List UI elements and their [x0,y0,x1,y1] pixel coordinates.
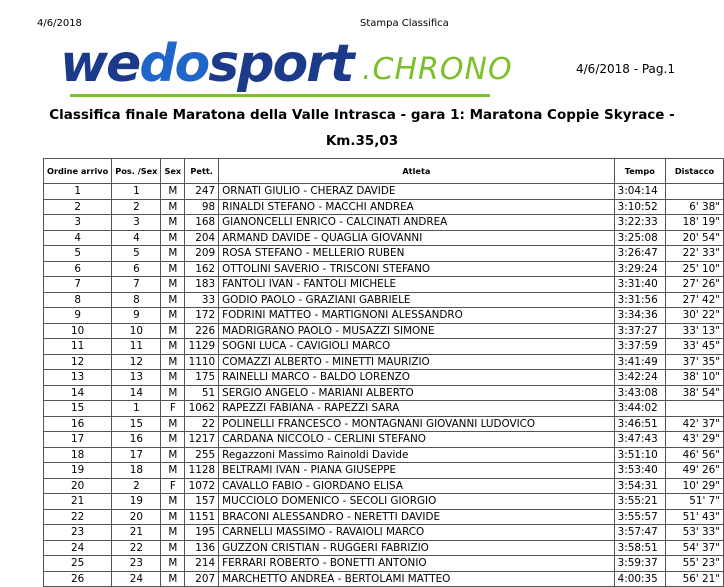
col-header-sex: Sex [161,159,185,184]
table-row [44,385,724,401]
cell-pett: 157 [185,494,219,510]
cell-tempo: 3:26:47 [614,246,665,262]
cell-tempo: 3:31:40 [614,277,665,293]
cell-sex: M [161,370,185,386]
cell-atleta: CAVALLO FABIO - GIORDANO ELISA [219,478,615,494]
cell-distacco: 33' 13" [665,323,723,339]
cell-ordine: 4 [44,230,112,246]
cell-pett: 247 [185,184,219,200]
cell-tempo: 3:57:47 [614,525,665,541]
cell-pos: 23 [112,556,161,572]
cell-atleta: ORNATI GIULIO - CHERAZ DAVIDE [219,184,615,200]
cell-distacco: 38' 10" [665,370,723,386]
cell-distacco [665,184,723,200]
cell-pos: 3 [112,215,161,231]
cell-atleta: CARNELLI MASSIMO - RAVAIOLI MARCO [219,525,615,541]
cell-pos: 6 [112,261,161,277]
table-row [44,509,724,525]
cell-atleta: FODRINI MATTEO - MARTIGNONI ALESSANDRO [219,308,615,324]
cell-ordine: 11 [44,339,112,355]
cell-ordine: 1 [44,184,112,200]
cell-sex: M [161,463,185,479]
cell-sex: M [161,494,185,510]
cell-ordine: 14 [44,385,112,401]
cell-distacco: 22' 33" [665,246,723,262]
cell-sex: M [161,308,185,324]
cell-pett: 183 [185,277,219,293]
cell-distacco: 54' 37" [665,540,723,556]
cell-atleta: GODIO PAOLO - GRAZIANI GABRIELE [219,292,615,308]
cell-distacco: 37' 35" [665,354,723,370]
cell-pos: 20 [112,509,161,525]
table-row [44,525,724,541]
cell-pett: 207 [185,571,219,587]
table-row [44,401,724,417]
cell-pos: 21 [112,525,161,541]
cell-pos: 15 [112,416,161,432]
cell-atleta: RAPEZZI FABIANA - RAPEZZI SARA [219,401,615,417]
cell-pett: 209 [185,246,219,262]
cell-sex: M [161,261,185,277]
table-row [44,323,724,339]
cell-sex: F [161,401,185,417]
cell-atleta: ROSA STEFANO - MELLERIO RUBEN [219,246,615,262]
cell-ordine: 8 [44,292,112,308]
table-row [44,215,724,231]
date-page-number: 4/6/2018 - Pag.1 [576,62,675,76]
table-row [44,199,724,215]
cell-pos: 12 [112,354,161,370]
col-header-atleta: Atleta [219,159,615,184]
cell-distacco: 53' 33" [665,525,723,541]
cell-pos: 7 [112,277,161,293]
cell-pett: 1110 [185,354,219,370]
cell-ordine: 22 [44,509,112,525]
results-table [43,158,724,587]
cell-pos: 11 [112,339,161,355]
cell-pett: 226 [185,323,219,339]
col-header-pett: Pett. [185,159,219,184]
cell-pos: 8 [112,292,161,308]
cell-sex: M [161,215,185,231]
table-row [44,463,724,479]
cell-distacco: 27' 42" [665,292,723,308]
cell-tempo: 3:54:31 [614,478,665,494]
cell-pos: 16 [112,432,161,448]
table-row [44,261,724,277]
cell-pett: 1129 [185,339,219,355]
cell-atleta: ARMAND DAVIDE - QUAGLIA GIOVANNI [219,230,615,246]
cell-sex: M [161,556,185,572]
cell-pett: 175 [185,370,219,386]
cell-tempo: 3:58:51 [614,540,665,556]
cell-pos: 9 [112,308,161,324]
cell-atleta: FANTOLI IVAN - FANTOLI MICHELE [219,277,615,293]
cell-pos: 14 [112,385,161,401]
cell-tempo: 3:37:59 [614,339,665,355]
cell-tempo: 3:29:24 [614,261,665,277]
cell-ordine: 2 [44,199,112,215]
cell-pos: 17 [112,447,161,463]
table-row [44,354,724,370]
cell-distacco: 6' 38" [665,199,723,215]
cell-sex: M [161,432,185,448]
report-subtitle: Km.35,03 [325,133,399,149]
cell-ordine: 7 [44,277,112,293]
cell-ordine: 26 [44,571,112,587]
cell-pett: 136 [185,540,219,556]
cell-distacco: 46' 56" [665,447,723,463]
cell-sex: M [161,509,185,525]
table-row [44,230,724,246]
cell-sex: M [161,525,185,541]
cell-atleta: OTTOLINI SAVERIO - TRISCONI STEFANO [219,261,615,277]
cell-pos: 1 [112,401,161,417]
cell-tempo: 3:55:21 [614,494,665,510]
cell-pett: 195 [185,525,219,541]
cell-distacco: 38' 54" [665,385,723,401]
cell-ordine: 21 [44,494,112,510]
table-header-row [44,159,724,184]
cell-ordine: 10 [44,323,112,339]
cell-pett: 51 [185,385,219,401]
cell-distacco: 10' 29" [665,478,723,494]
cell-atleta: Regazzoni Massimo Rainoldi Davide [219,447,615,463]
col-header-pos: Pos. /Sex [112,159,161,184]
cell-ordine: 24 [44,540,112,556]
cell-tempo: 3:51:10 [614,447,665,463]
table-row [44,478,724,494]
cell-sex: F [161,478,185,494]
cell-sex: M [161,230,185,246]
table-row [44,432,724,448]
cell-atleta: GUZZON CRISTIAN - RUGGERI FABRIZIO [219,540,615,556]
cell-sex: M [161,199,185,215]
cell-sex: M [161,385,185,401]
cell-tempo: 3:53:40 [614,463,665,479]
table-row [44,292,724,308]
cell-ordine: 16 [44,416,112,432]
cell-atleta: CARDANA NICCOLO - CERLINI STEFANO [219,432,615,448]
cell-ordine: 6 [44,261,112,277]
cell-tempo: 3:47:43 [614,432,665,448]
cell-distacco: 49' 26" [665,463,723,479]
cell-sex: M [161,339,185,355]
cell-tempo: 3:10:52 [614,199,665,215]
cell-pos: 4 [112,230,161,246]
cell-atleta: GIANONCELLI ENRICO - CALCINATI ANDREA [219,215,615,231]
cell-tempo: 3:43:08 [614,385,665,401]
table-row [44,494,724,510]
cell-pos: 10 [112,323,161,339]
report-title: Classifica finale Maratona della Valle Intrasca - gara 1: Maratona Coppie Skyrace - [49,107,675,123]
cell-pos: 18 [112,463,161,479]
cell-atleta: MUCCIOLO DOMENICO - SECOLI GIORGIO [219,494,615,510]
cell-pett: 168 [185,215,219,231]
cell-tempo: 3:34:36 [614,308,665,324]
cell-distacco: 43' 29" [665,432,723,448]
cell-distacco: 51' 43" [665,509,723,525]
cell-ordine: 12 [44,354,112,370]
table-row [44,416,724,432]
cell-pett: 172 [185,308,219,324]
cell-pett: 1128 [185,463,219,479]
cell-tempo: 3:59:37 [614,556,665,572]
wedosport-chrono-logo: wedosport .CHRONO [60,36,500,96]
cell-atleta: BRACONI ALESSANDRO - NERETTI DAVIDE [219,509,615,525]
cell-atleta: MADRIGRANO PAOLO - MUSAZZI SIMONE [219,323,615,339]
cell-atleta: MARCHETTO ANDREA - BERTOLAMI MATTEO [219,571,615,587]
cell-ordine: 23 [44,525,112,541]
cell-pos: 24 [112,571,161,587]
cell-pos: 5 [112,246,161,262]
cell-distacco: 33' 45" [665,339,723,355]
cell-distacco: 20' 54" [665,230,723,246]
cell-tempo: 3:44:02 [614,401,665,417]
cell-pett: 1062 [185,401,219,417]
cell-sex: M [161,447,185,463]
cell-atleta: FERRARI ROBERTO - BONETTI ANTONIO [219,556,615,572]
cell-pett: 214 [185,556,219,572]
table-row [44,308,724,324]
cell-ordine: 9 [44,308,112,324]
table-row [44,246,724,262]
cell-ordine: 18 [44,447,112,463]
cell-tempo: 3:31:56 [614,292,665,308]
table-row [44,339,724,355]
table-row [44,370,724,386]
cell-atleta: SERGIO ANGELO - MARIANI ALBERTO [219,385,615,401]
cell-sex: M [161,416,185,432]
cell-tempo: 3:41:49 [614,354,665,370]
cell-tempo: 3:25:08 [614,230,665,246]
cell-sex: M [161,292,185,308]
cell-tempo: 3:04:14 [614,184,665,200]
cell-atleta: RINALDI STEFANO - MACCHI ANDREA [219,199,615,215]
cell-pos: 13 [112,370,161,386]
cell-tempo: 3:42:24 [614,370,665,386]
cell-pos: 19 [112,494,161,510]
cell-pett: 22 [185,416,219,432]
print-title: Stampa Classifica [360,18,449,29]
cell-sex: M [161,354,185,370]
cell-sex: M [161,540,185,556]
cell-pos: 1 [112,184,161,200]
cell-pett: 1151 [185,509,219,525]
cell-distacco: 56' 21" [665,571,723,587]
cell-ordine: 3 [44,215,112,231]
table-row [44,184,724,200]
cell-ordine: 5 [44,246,112,262]
cell-distacco: 51' 7" [665,494,723,510]
col-header-distacco: Distacco [665,159,723,184]
col-header-tempo: Tempo [614,159,665,184]
table-row [44,277,724,293]
cell-tempo: 3:46:51 [614,416,665,432]
cell-ordine: 17 [44,432,112,448]
cell-atleta: BELTRAMI IVAN - PIANA GIUSEPPE [219,463,615,479]
table-row [44,447,724,463]
cell-atleta: SOGNI LUCA - CAVIGIOLI MARCO [219,339,615,355]
cell-pett: 1217 [185,432,219,448]
cell-atleta: RAINELLI MARCO - BALDO LORENZO [219,370,615,386]
cell-pett: 1072 [185,478,219,494]
cell-sex: M [161,246,185,262]
cell-sex: M [161,571,185,587]
cell-sex: M [161,277,185,293]
cell-ordine: 19 [44,463,112,479]
cell-pett: 255 [185,447,219,463]
cell-ordine: 25 [44,556,112,572]
cell-distacco: 27' 26" [665,277,723,293]
col-header-ordine: Ordine arrivo [44,159,112,184]
cell-distacco: 25' 10" [665,261,723,277]
table-row [44,540,724,556]
cell-distacco: 55' 23" [665,556,723,572]
cell-atleta: COMAZZI ALBERTO - MINETTI MAURIZIO [219,354,615,370]
cell-tempo: 4:00:35 [614,571,665,587]
cell-ordine: 20 [44,478,112,494]
cell-pos: 2 [112,478,161,494]
cell-pett: 162 [185,261,219,277]
cell-pos: 2 [112,199,161,215]
print-date: 4/6/2018 [37,18,82,29]
cell-ordine: 15 [44,401,112,417]
cell-pos: 22 [112,540,161,556]
cell-distacco [665,401,723,417]
cell-pett: 204 [185,230,219,246]
cell-tempo: 3:22:33 [614,215,665,231]
table-row [44,571,724,587]
cell-distacco: 42' 37" [665,416,723,432]
cell-distacco: 30' 22" [665,308,723,324]
cell-sex: M [161,184,185,200]
cell-tempo: 3:37:27 [614,323,665,339]
cell-pett: 98 [185,199,219,215]
table-row [44,556,724,572]
cell-atleta: POLINELLI FRANCESCO - MONTAGNANI GIOVANNI LUDOVICO [219,416,615,432]
cell-tempo: 3:55:57 [614,509,665,525]
cell-pett: 33 [185,292,219,308]
cell-ordine: 13 [44,370,112,386]
cell-sex: M [161,323,185,339]
cell-distacco: 18' 19" [665,215,723,231]
